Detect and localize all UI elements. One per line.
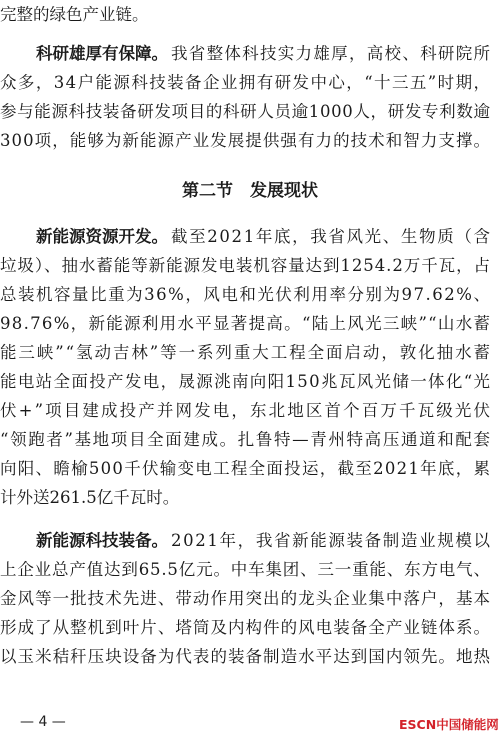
paragraph-text: 形成了从整机到叶片、塔筒及内构件的风电装备全产业链体系。: [0, 618, 492, 637]
paragraph-text: 金风等一批技术先进、带动作用突出的龙头企业集中落户，基本: [0, 589, 492, 608]
text-line: [0, 584, 500, 614]
text-line: [0, 526, 500, 556]
paragraph-text: 垃圾）、抽水蓄能等新能源发电装机容量达到1254.2万千瓦，占: [0, 256, 491, 275]
text-line: [0, 126, 500, 156]
paragraph-lead-research: 科研雄厚有保障。: [36, 44, 168, 63]
paragraph-text: 我省整体科技实力雄厚，高校、科研院所: [171, 44, 492, 63]
text-line: [0, 425, 500, 455]
text-line: [0, 39, 500, 69]
text-line: [0, 613, 500, 643]
text-line: [0, 483, 500, 513]
paragraph-text: 300项，能够为新能源产业发展提供强有力的技术和智力支撑。: [0, 131, 492, 150]
paragraph-text: 参与能源科技装备研发项目的科研人员逾1000人，研发专利数逾: [0, 102, 491, 121]
text-line: [0, 68, 500, 98]
paragraph-text: 以玉米秸秆压块设备为代表的装备制造水平达到国内领先。地热: [0, 647, 492, 666]
paragraph-text: 截至2021年底，我省风光、生物质（含: [171, 227, 492, 246]
intro-tail-text: 完整的绿色产业链。: [0, 5, 149, 24]
paragraph-text: 众多，34户能源科技装备企业拥有研发中心，“十三五”时期，: [0, 73, 492, 92]
paragraph-text: 总装机容量比重为36%，风电和光伏利用率分别为97.62%、: [0, 285, 492, 304]
text-line: [0, 367, 500, 397]
text-line: [0, 280, 500, 310]
text-line: [0, 555, 500, 585]
text-line: [0, 454, 500, 484]
paragraph-text: 98.76%，新能源利用水平显著提高。“陆上风光三峡”“山水蓄: [0, 314, 492, 333]
text-line: [0, 338, 500, 368]
text-line: [0, 0, 500, 30]
watermark-text-cn: 中国储能网: [436, 717, 499, 732]
paragraph-text: 伏+”项目建成投产并网发电，东北地区首个百万千瓦级光伏: [0, 401, 493, 420]
text-line: [0, 251, 500, 281]
watermark-text-escn: ESCN: [399, 717, 437, 732]
text-line: [0, 396, 500, 426]
text-line: [0, 309, 500, 339]
text-line: [0, 97, 500, 127]
escn-watermark-logo: [399, 716, 499, 734]
paragraph-text: 向阳、瞻榆500千伏输变电工程全面投运，截至2021年底，累: [0, 459, 492, 478]
paragraph-text: 计外送261.5亿千瓦时。: [0, 488, 180, 507]
paragraph-lead-resources: 新能源资源开发。: [36, 227, 168, 246]
paragraph-text: “领跑者”基地项目全面建成。扎鲁特—青州特高压通道和配套: [0, 430, 492, 449]
paragraph-text: 上企业总产值达到65.5亿元。中车集团、三一重能、东方电气、: [0, 560, 491, 579]
paragraph-text: 2021年，我省新能源装备制造业规模以: [171, 531, 492, 550]
page-number: — 4 —: [20, 714, 66, 730]
paragraph-text: 能三峡”“氢动吉林”等一系列重大工程全面启动，敦化抽水蓄: [0, 343, 492, 362]
text-line: [0, 642, 500, 672]
section-heading: 第二节 发展现状: [182, 181, 318, 201]
paragraph-text: 能电站全面投产发电，晟源洮南向阳150兆瓦风光储一体化“光: [0, 372, 492, 391]
text-line: [0, 222, 500, 252]
paragraph-lead-equipment: 新能源科技装备。: [36, 531, 168, 550]
